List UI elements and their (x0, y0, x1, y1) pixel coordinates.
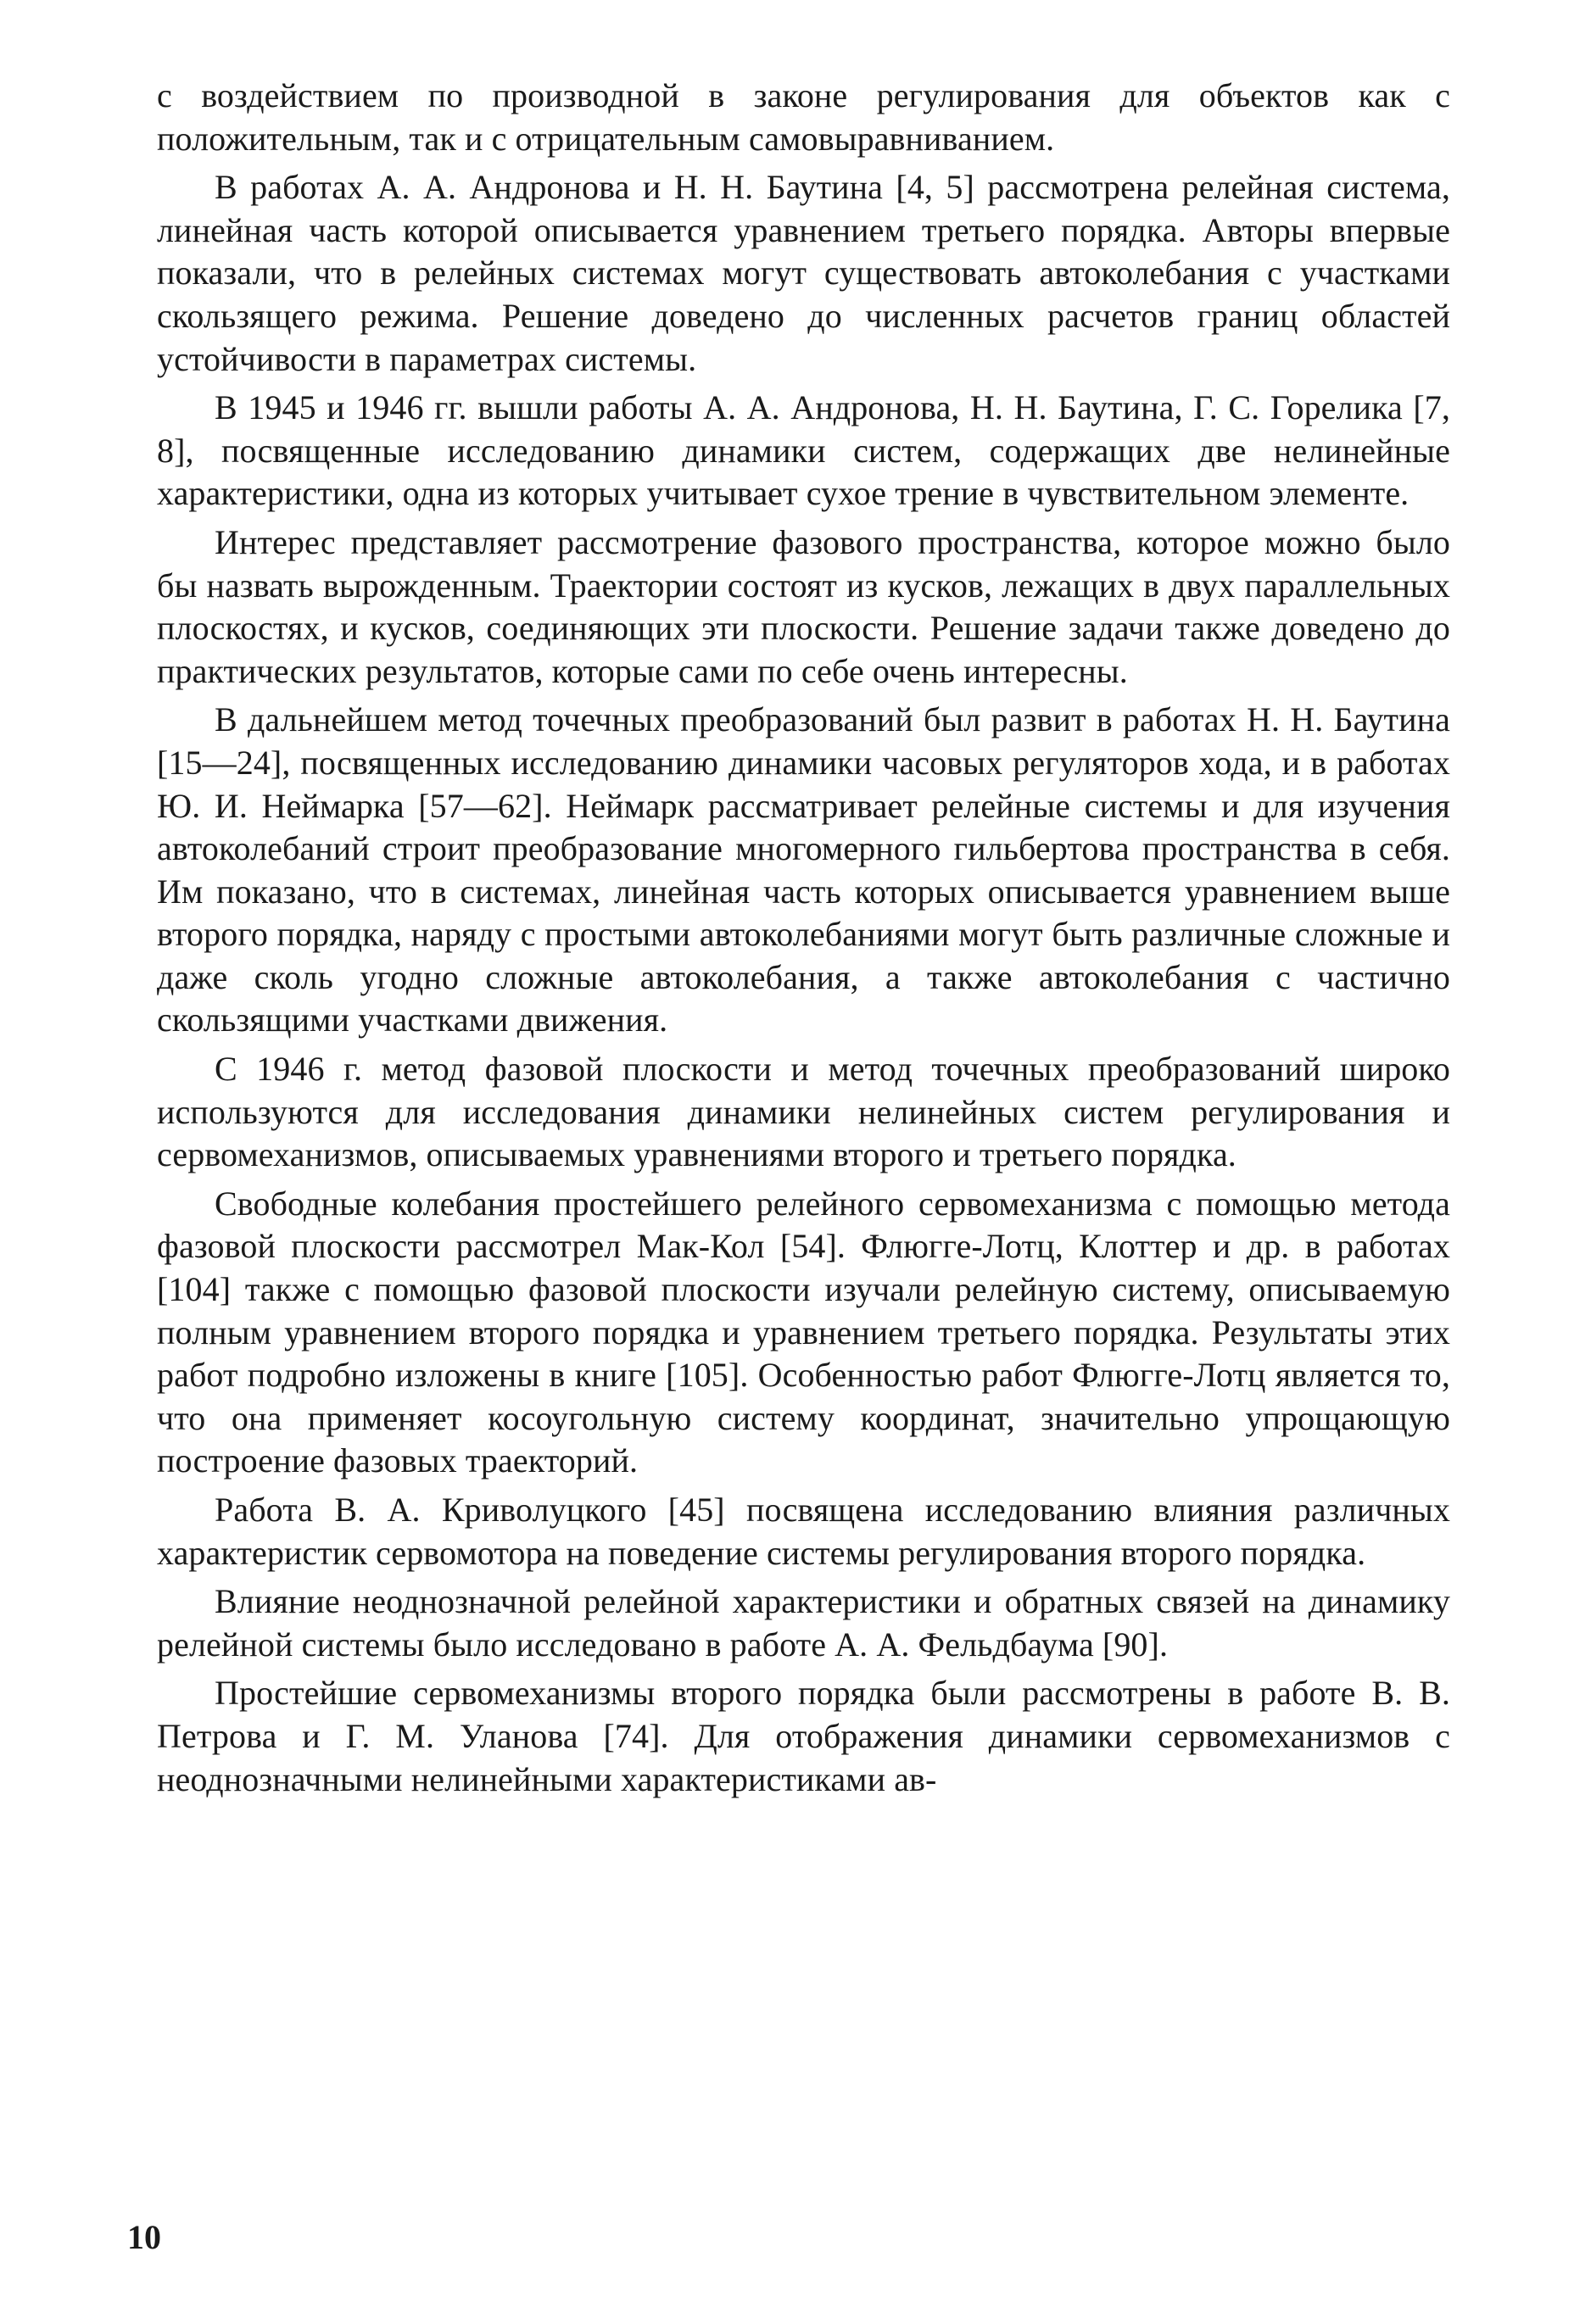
paragraph-1945-1946-works: В 1945 и 1946 гг. вышли работы А. А. Андронова, Н. Н. Баутина, Г. С. Горелика [7, 8], посвященные исследованию динамики систем, содержащих две нелинейные характеристики, одна из которых учитывает сухое трение в чувствительном элементе. (157, 388, 1450, 513)
paragraph-feldbaum: Влияние неоднозначной релейной характеристики и обратных связей на динамику релейной системы было исследовано в работе А. А. Фельдбаума [90]. (157, 1582, 1450, 1664)
paragraph-point-transformations: В дальнейшем метод точечных преобразований был развит в работах Н. Н. Баутина [15—24], посвященных исследованию динамики часовых регуляторов хода, и в работах Ю. И. Неймарка [57—62]. Неймарк рассматривает релейные системы и для изучения автоколебаний строит преобразование многомерного гильбертова пространства в себя. Им показано, что в системах, линейная часть которых описывается уравнением выше второго порядка, наряду с простыми автоколебаниями могут быть различные сложные и даже сколь угодно сложные автоколебания, а также автоколебания с частично скользящими участками движения. (157, 700, 1450, 1039)
page-number: 10 (127, 2218, 161, 2256)
paragraph-andronov-bautin: В работах А. А. Андронова и Н. Н. Баутина [4, 5] рассмотрена релейная система, линейная часть которой описывается уравнением третьего порядка. Авторы впервые показали, что в релейных системах могут существовать автоколебания с участками скользящего режима. Решение доведено до численных расчетов границ областей устойчивости в параметрах системы. (157, 168, 1450, 378)
paragraph-continuation: с воздействием по производной в законе регулирования для объектов как с положительным, так и с отрицательным самовыравниванием. (157, 76, 1450, 158)
paragraph-petrov-ulanov: Простейшие сервомеханизмы второго порядка были рассмотрены в работе В. В. Петрова и Г. М. Уланова [74]. Для отображения динамики сервомеханизмов с неоднозначными нелинейными характеристиками ав- (157, 1674, 1450, 1798)
paragraph-krivolutsky: Работа В. А. Криволуцкого [45] посвящена исследованию влияния различных характеристик сервомотора на поведение системы регулирования второго порядка. (157, 1491, 1450, 1572)
paragraph-since-1946: С 1946 г. метод фазовой плоскости и метод точечных преобразований широко используются для исследования динамики нелинейных систем регулирования и сервомеханизмов, описываемых уравнениями второго и третьего порядка. (157, 1050, 1450, 1174)
body-text (157, 75, 1450, 1807)
paragraph-free-oscillations: Свободные колебания простейшего релейного сервомеханизма с помощью метода фазовой плоскости рассмотрел Мак-Кол [54]. Флюгге-Лотц, Клоттер и др. в работах [104] также с помощью фазовой плоскости изучали релейную систему, описываемую полным уравнением второго порядка и уравнением третьего порядка. Результаты этих работ подробно изложены в книге [105]. Особенностью работ Флюгге-Лотц является то, что она применяет косоугольную систему координат, значительно упрощающую построение фазовых траекторий. (157, 1184, 1450, 1480)
paragraph-phase-space: Интерес представляет рассмотрение фазового пространства, которое можно было бы назвать вырожденным. Траектории состоят из кусков, лежащих в двух параллельных плоскостях, и кусков, соединяющих эти плоскости. Решение задачи также доведено до практических результатов, которые сами по себе очень интересны. (157, 522, 1450, 690)
